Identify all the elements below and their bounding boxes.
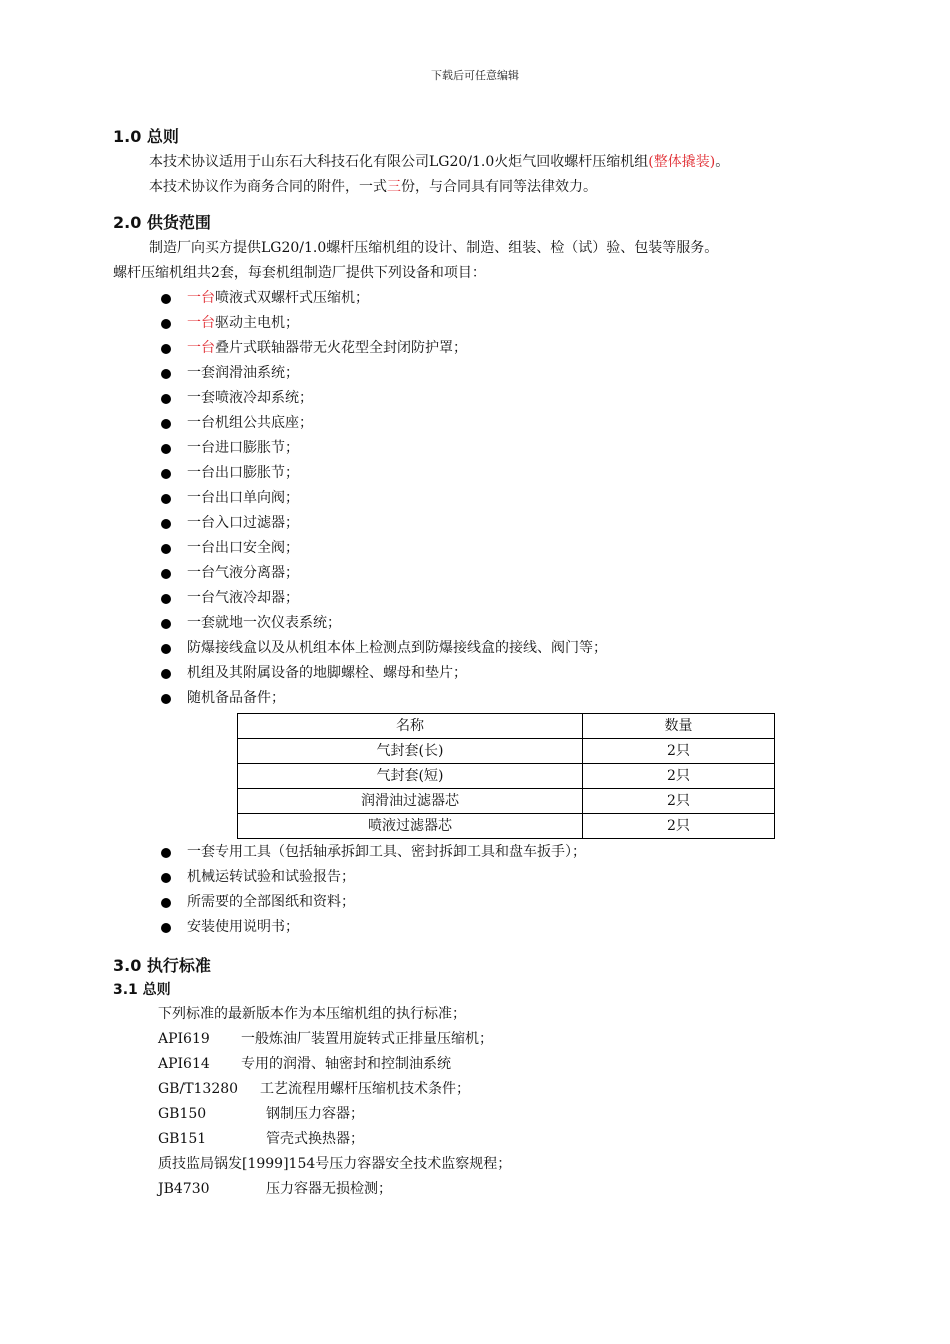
standard-item — [113, 1052, 853, 1077]
table-cell: 气封套(短) — [238, 764, 583, 789]
standard-code: GB/T13280 — [158, 1081, 239, 1097]
bullet-icon — [161, 569, 171, 579]
list-item: 一套就地一次仪表系统； — [113, 611, 853, 636]
standard-desc: 一般炼油厂装置用旋转式正排量压缩机； — [241, 1031, 493, 1047]
table-cell: 润滑油过滤器芯 — [238, 789, 583, 814]
standard-code: GB150 — [158, 1106, 207, 1122]
standard-desc: 钢制压力容器； — [266, 1106, 364, 1122]
list-item: 一台气液冷却器； — [113, 586, 853, 611]
list-item: 所需要的全部图纸和资料； — [113, 890, 853, 915]
standard-code: JB4730 — [158, 1181, 210, 1197]
table-row — [238, 789, 775, 814]
bullet-icon — [161, 419, 171, 429]
list-item: 一台入口过滤器； — [113, 511, 853, 536]
bullet-icon — [161, 694, 171, 704]
bullet-icon — [161, 644, 171, 654]
list-item: 机械运转试验和试验报告； — [113, 865, 853, 890]
bullet-icon — [161, 519, 171, 529]
list-item: 一台气液分离器； — [113, 561, 853, 586]
standard-desc: 专用的润滑、轴密封和控制油系统 — [241, 1056, 451, 1072]
list-item: 一套润滑油系统； — [113, 361, 853, 386]
bullet-icon — [161, 469, 171, 479]
standard-item — [113, 1152, 853, 1177]
standard-code: API619 — [158, 1031, 210, 1047]
section-3-intro: 下列标准的最新版本作为本压缩机组的执行标准； — [158, 1006, 466, 1022]
bullet-icon — [161, 369, 171, 379]
page-header: 下载后可任意编辑 — [431, 69, 519, 82]
list-item: 一套喷液冷却系统； — [113, 386, 853, 411]
bullet-icon — [161, 444, 171, 454]
bullet-icon — [161, 294, 171, 304]
list-item: 安装使用说明书； — [113, 915, 853, 940]
table-header-cell: 数量 — [583, 714, 775, 739]
bullet-icon — [161, 344, 171, 354]
supply-list-continued — [113, 840, 853, 940]
bullet-icon — [161, 319, 171, 329]
bullet-icon — [161, 923, 171, 933]
table-row — [238, 764, 775, 789]
highlight-text: 三 — [387, 179, 401, 195]
supply-list — [113, 286, 853, 711]
standard-item — [113, 1102, 853, 1127]
bullet-icon — [161, 594, 171, 604]
bullet-icon — [161, 494, 171, 504]
section-3-title: 3.0 执行标准 — [113, 956, 211, 975]
highlight-text: (整体撬装) — [648, 154, 716, 170]
list-item: 一台机组公共底座； — [113, 411, 853, 436]
bullet-icon — [161, 544, 171, 554]
table-cell: 2只 — [583, 789, 775, 814]
list-item: 一套专用工具（包括轴承拆卸工具、密封拆卸工具和盘车扳手）； — [113, 840, 853, 865]
table-cell: 2只 — [583, 764, 775, 789]
list-item: 一台叠片式联轴器带无火花型全封闭防护罩； — [113, 336, 853, 361]
standard-desc: 质技监局锅发[1999]154号压力容器安全技术监察规程； — [158, 1156, 512, 1172]
table-header-cell: 名称 — [238, 714, 583, 739]
table-cell: 2只 — [583, 739, 775, 764]
standard-item — [113, 1127, 853, 1152]
spare-parts-table — [237, 713, 775, 839]
standards-list — [113, 1027, 853, 1202]
bullet-icon — [161, 848, 171, 858]
section-1-title: 1.0 总则 — [113, 127, 179, 146]
standard-desc: 工艺流程用螺杆压缩机技术条件； — [260, 1081, 470, 1097]
list-item: 一台出口膨胀节； — [113, 461, 853, 486]
list-item: 机组及其附属设备的地脚螺栓、螺母和垫片； — [113, 661, 853, 686]
list-item: 一台喷液式双螺杆式压缩机； — [113, 286, 853, 311]
section-1-paragraph-2: 本技术协议作为商务合同的附件，一式三份，与合同具有同等法律效力。 — [149, 179, 597, 195]
list-item: 一台出口单向阀； — [113, 486, 853, 511]
standard-code: GB151 — [158, 1131, 207, 1147]
list-item: 随机备品备件； — [113, 686, 853, 711]
list-item: 一台出口安全阀； — [113, 536, 853, 561]
standard-item — [113, 1027, 853, 1052]
bullet-icon — [161, 394, 171, 404]
standard-item — [113, 1177, 853, 1202]
bullet-icon — [161, 898, 171, 908]
bullet-icon — [161, 873, 171, 883]
table-header-row — [238, 714, 775, 739]
bullet-icon — [161, 619, 171, 629]
table-cell: 气封套(长) — [238, 739, 583, 764]
list-item: 一台进口膨胀节； — [113, 436, 853, 461]
list-item: 防爆接线盒以及从机组本体上检测点到防爆接线盒的接线、阀门等； — [113, 636, 853, 661]
section-1-paragraph-1: 本技术协议适用于山东石大科技石化有限公司LG20/1.0火炬气回收螺杆压缩机组(整体撬装)。 — [149, 154, 730, 170]
table-row — [238, 814, 775, 839]
section-2-intro-2: 螺杆压缩机组共2套，每套机组制造厂提供下列设备和项目： — [113, 265, 486, 281]
standard-desc: 压力容器无损检测； — [266, 1181, 392, 1197]
bullet-icon — [161, 669, 171, 679]
document-body — [113, 124, 853, 1202]
section-3-1-title: 3.1 总则 — [113, 982, 171, 998]
standard-code: API614 — [158, 1056, 210, 1072]
list-item: 一台驱动主电机； — [113, 311, 853, 336]
standard-desc: 管壳式换热器； — [266, 1131, 364, 1147]
table-row — [238, 739, 775, 764]
table-cell: 2只 — [583, 814, 775, 839]
standard-item — [113, 1077, 853, 1102]
section-2-intro-1: 制造厂向买方提供LG20/1.0螺杆压缩机组的设计、制造、组装、检（试）验、包装等服务。 — [149, 240, 719, 256]
table-cell: 喷液过滤器芯 — [238, 814, 583, 839]
section-2-title: 2.0 供货范围 — [113, 213, 211, 232]
